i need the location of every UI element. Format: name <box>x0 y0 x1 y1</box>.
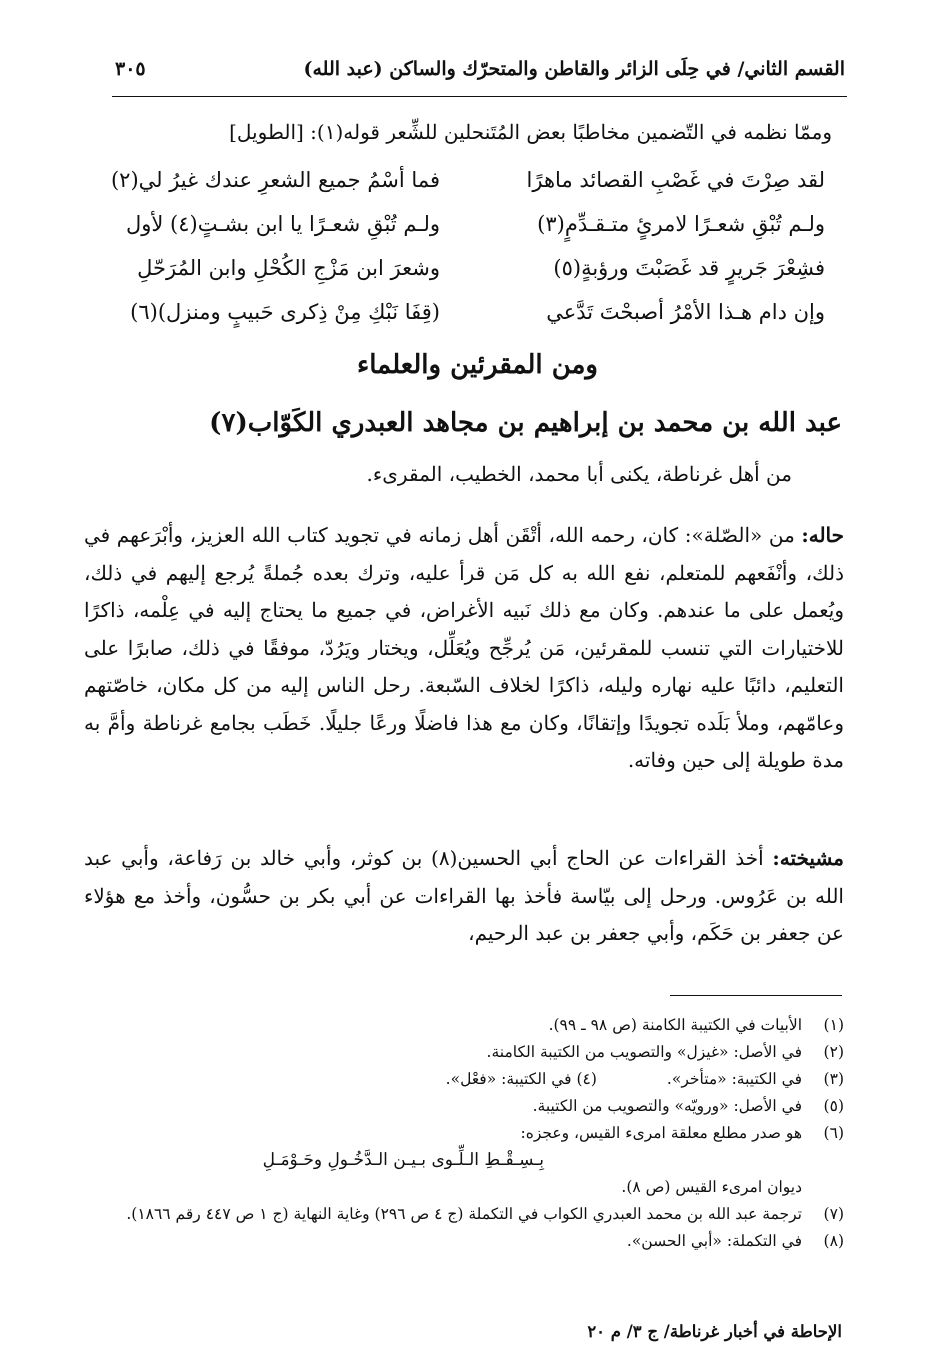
footnote-number: (٨) <box>823 1232 844 1250</box>
footnote-number: (٣) <box>823 1070 844 1088</box>
footnote-text: هو صدر مطلع معلقة امرىء القيس، وعجزه: <box>520 1124 802 1142</box>
footnote <box>104 1066 844 1093</box>
paragraph-text: من «الصّلة»: كان، رحمه الله، أتْقَن أهل زمانه في تجويد كتاب الله العزيز، وأبْرَعهم في ذلك، وأنْفَعهم للمتعلم، نفع الله به كل مَن قرأ عليه، وترك بعده جُملةً يُرجع إليهم في ذلك، ويُعمل على ما عندهم. وكان مع ذلك نَبيه الأغراض، في جميع ما يحتاج إليه في عِلْمه، ذاكرًا للاختيارات التي تنسب للمقرئين، مَن يُرجِّح ويُعَلِّل، ويختار ويَرُدّ، موفقًا في ذلك، صابرًا على التعليم، دائبًا عليه نهاره وليله، ذاكرًا لخلاف السّبعة. رحل الناس إليه من كل مكان، خاصّتهم وعامّهم، وملأ بَلَده تجويدًا وإتقانًا، وكان مع هذا فاضلًا ورعًا جليلًا. خَطَب بجامع غرناطة وأمَّ به مدة طويلة إلى حين وفاته. <box>84 523 844 772</box>
paragraph-status <box>84 517 844 780</box>
verse-second-hemistich: فما أسْمُ جميع الشعرِ عندك غيرُ لي(٢) <box>110 168 440 192</box>
footnote-source: ديوان امرىء القيس (ص ٨). <box>621 1178 802 1196</box>
footnote-number: (٤) <box>576 1070 597 1088</box>
footnote-text: في الكتيبة: «متأخر». <box>666 1070 802 1088</box>
footnote <box>104 1120 844 1147</box>
footnote-number: (٦) <box>823 1124 844 1142</box>
header-rule <box>112 96 847 97</box>
footnote-text: في الأصل: «غيزل» والتصويب من الكتيبة الكامنة. <box>486 1043 802 1061</box>
paragraph-teachers <box>84 840 844 953</box>
verse-first-hemistich: لقد صِرْتَ في غَصْبِ القصائد ماهرًا <box>526 168 825 192</box>
verse-row <box>110 202 845 246</box>
paragraph-lead: مشيخته: <box>772 846 844 870</box>
page-number: ٣٠٥ <box>115 58 146 80</box>
footnote <box>104 1093 844 1120</box>
verse-row <box>110 158 845 202</box>
footnotes <box>104 1012 844 1255</box>
footnote-text: في التكملة: «أبي الحسن». <box>626 1232 802 1250</box>
section-heading: ومن المقرئين والعلماء <box>357 350 598 380</box>
verse-second-hemistich: وشعرَ ابن مَزْجِ الكُحْلِ وابن المُرَحّلِ <box>137 256 440 280</box>
origin-line: من أهل غرناطة، يكنى أبا محمد، الخطيب، المقرىء. <box>366 462 792 486</box>
footnote <box>104 1228 844 1255</box>
running-head <box>115 58 845 80</box>
footnote-rule <box>670 995 842 996</box>
footnote-text: ترجمة عبد الله بن محمد العبدري الكواب في التكملة (ج ٤ ص ٢٩٦) وغاية النهاية (ج ١ ص ٤٤٧ رقم ١٨٦٦). <box>126 1205 802 1223</box>
footnote-number: (١) <box>823 1016 844 1034</box>
footnote-number: (٢) <box>823 1043 844 1061</box>
footnote-number: (٧) <box>823 1205 844 1223</box>
verse-first-hemistich: ولـم تُبْقِ شعـرًا لامرئٍ متـقـدِّمٍ(٣) <box>537 212 825 236</box>
verse-second-hemistich: (قِفَا نَبْكِ مِنْ ذِكرى حَبيبٍ ومنزل)(٦) <box>130 300 440 324</box>
verse-row <box>110 290 845 334</box>
footnote-number: (٥) <box>823 1097 844 1115</box>
intro-line: وممّا نظمه في التّضمين مخاطبًا بعض المُتَنحلين للشِّعر قوله(١): [الطويل] <box>229 120 832 144</box>
footnote <box>104 1039 844 1066</box>
running-head-title: القسم الثاني/ في حِلَى الزائر والقاطن والمتحرّك والساكن (عبد الله) <box>303 58 845 80</box>
footnote-text: في الأصل: «ورويّه» والتصويب من الكتيبة. <box>532 1097 802 1115</box>
verse-row <box>110 246 845 290</box>
paragraph-text: أخذ القراءات عن الحاج أبي الحسين(٨) بن كوثر، وأبي خالد بن رَفاعة، وأبي عبد الله بن عَرُوس. ورحل إلى بيّاسة فأخذ بها القراءات عن أبي بكر بن حسُّون، وأخذ مع هؤلاء عن جعفر بن حَكَم، وأبي جعفر بن عبد الرحيم، <box>84 846 844 945</box>
verse-second-hemistich: ولـم تُبْقِ شعـرًا يا ابن بشـتٍ(٤) لأول <box>125 212 440 236</box>
footnote <box>104 1201 844 1228</box>
footnote <box>104 1012 844 1039</box>
footnote-text: في الكتيبة: «فعْل». <box>445 1070 572 1088</box>
verse-first-hemistich: وإن دام هـذا الأمْرُ أصبحْتَ تَدَّعي <box>546 300 825 324</box>
page-footer: الإحاطة في أخبار غرناطة/ ج ٣/ م ٢٠ <box>587 1322 842 1341</box>
biography-heading: عبد الله بن محمد بن إبراهيم بن مجاهد العبدري الكَوّاب(٧) <box>209 408 842 438</box>
verse-first-hemistich: فشِعْرَ جَريرٍ قد غَصَبْتَ ورؤبةٍ(٥) <box>553 256 825 280</box>
footnote-text: الأبيات في الكتيبة الكامنة (ص ٩٨ ـ ٩٩). <box>548 1016 802 1034</box>
poem-verses <box>110 158 845 334</box>
paragraph-lead: حاله: <box>801 523 844 547</box>
footnote-verse: بِـسِـقْـطِ الـلِّـوى بـيـن الـدَّخُـولِ وحَـوْمَـلِ <box>262 1150 544 1170</box>
